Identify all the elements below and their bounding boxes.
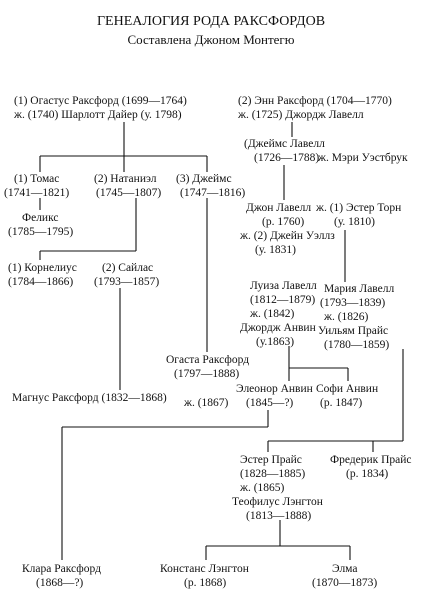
person-name: Клара Раксфорд (22, 563, 101, 575)
person-dates: (1726—1788) (254, 152, 320, 164)
person-dates: (1868—?) (36, 577, 84, 589)
person-dates: (р. 1834) (346, 468, 389, 480)
diagram-title: ГЕНЕАЛОГИЯ РОДА РАКСФОРДОВ (96, 14, 326, 29)
person-marriage: ж. (1865) (240, 482, 285, 494)
person-dates: (1747—1816) (180, 187, 246, 199)
person-name: (1) Огастус Раксфорд (1699—1764) (14, 95, 187, 107)
person-dates: (1745—1807) (96, 187, 162, 199)
person-spouse: Теофилус Лэнгтон (232, 496, 323, 508)
person-dates: (1812—1879) (250, 294, 316, 306)
person-dates: (р. 1868) (184, 577, 227, 589)
person-name: Феликс (22, 212, 59, 224)
person-name: Софи Анвин (316, 383, 379, 395)
person-dates: (1741—1821) (4, 187, 70, 199)
person-name: (2) Энн Раксфорд (1704—1770) (238, 95, 392, 107)
person-dates: (1785—1795) (8, 226, 74, 238)
person-name: Луиза Лавелл (250, 280, 317, 292)
person-name: Фредерик Прайс (330, 454, 412, 466)
person-spouse-dates: (1813—1888) (246, 510, 312, 522)
person-marriage: ж. (1842) (250, 308, 295, 320)
person-marriage: ж. (1826) (324, 311, 369, 323)
person-dates: (1828—1885) (240, 468, 306, 480)
person-name: Элма (332, 563, 358, 575)
person-dates: (1784—1866) (8, 276, 74, 288)
person-name: ж. (1) Эстер Торн (316, 202, 402, 214)
person-dates: (1797—1888) (174, 368, 240, 380)
person-name: (1) Томас (14, 173, 60, 185)
person-name: Мария Лавелл (324, 283, 395, 295)
diagram-subtitle: Составлена Джоном Монтегю (127, 32, 295, 47)
person-name: Элеонор Анвин (236, 383, 313, 395)
person-marriage: ж. (1725) Джордж Лавелл (238, 109, 364, 121)
person-name: Констанс Лэнгтон (160, 563, 249, 575)
person-name: (3) Джеймс (176, 173, 232, 185)
person-name: (1) Корнелиус (8, 262, 77, 274)
person-mary-westbrook: ж. Мэри Уэстбрук (318, 152, 408, 164)
person-dates: (1845—?) (246, 397, 294, 409)
person-name: Джон Лавелл (246, 202, 312, 214)
person-marriage: ж. (2) Джейн Уэллз (240, 230, 335, 242)
person-name: Эстер Прайс (240, 454, 302, 466)
person-name: (2) Сайлас (102, 262, 154, 274)
person-name: Огаста Раксфорд (166, 354, 250, 366)
person-spouse-dates: (у. 1831) (255, 244, 297, 256)
person-spouse-dates: (у.1863) (256, 336, 295, 348)
person-spouse: Уильям Прайс (318, 325, 389, 337)
person-dates: (р. 1847) (320, 397, 363, 409)
person-dates: (у. 1810) (334, 216, 376, 228)
person-dates: (1793—1857) (94, 276, 160, 288)
person-magnus: Магнус Раксфорд (1832—1868) (12, 392, 167, 404)
person-marriage: ж. (1867) (184, 397, 229, 409)
person-dates: (1870—1873) (312, 577, 378, 589)
person-dates: (р. 1760) (262, 216, 305, 228)
person-name: (Джеймс Лавелл (244, 138, 325, 150)
person-marriage: ж. (1740) Шарлотт Дайер (у. 1798) (14, 109, 182, 121)
person-spouse: Джордж Анвин (240, 322, 316, 334)
person-spouse-dates: (1780—1859) (324, 339, 390, 351)
person-dates: (1793—1839) (320, 297, 386, 309)
person-name: (2) Натаниэл (94, 173, 157, 185)
